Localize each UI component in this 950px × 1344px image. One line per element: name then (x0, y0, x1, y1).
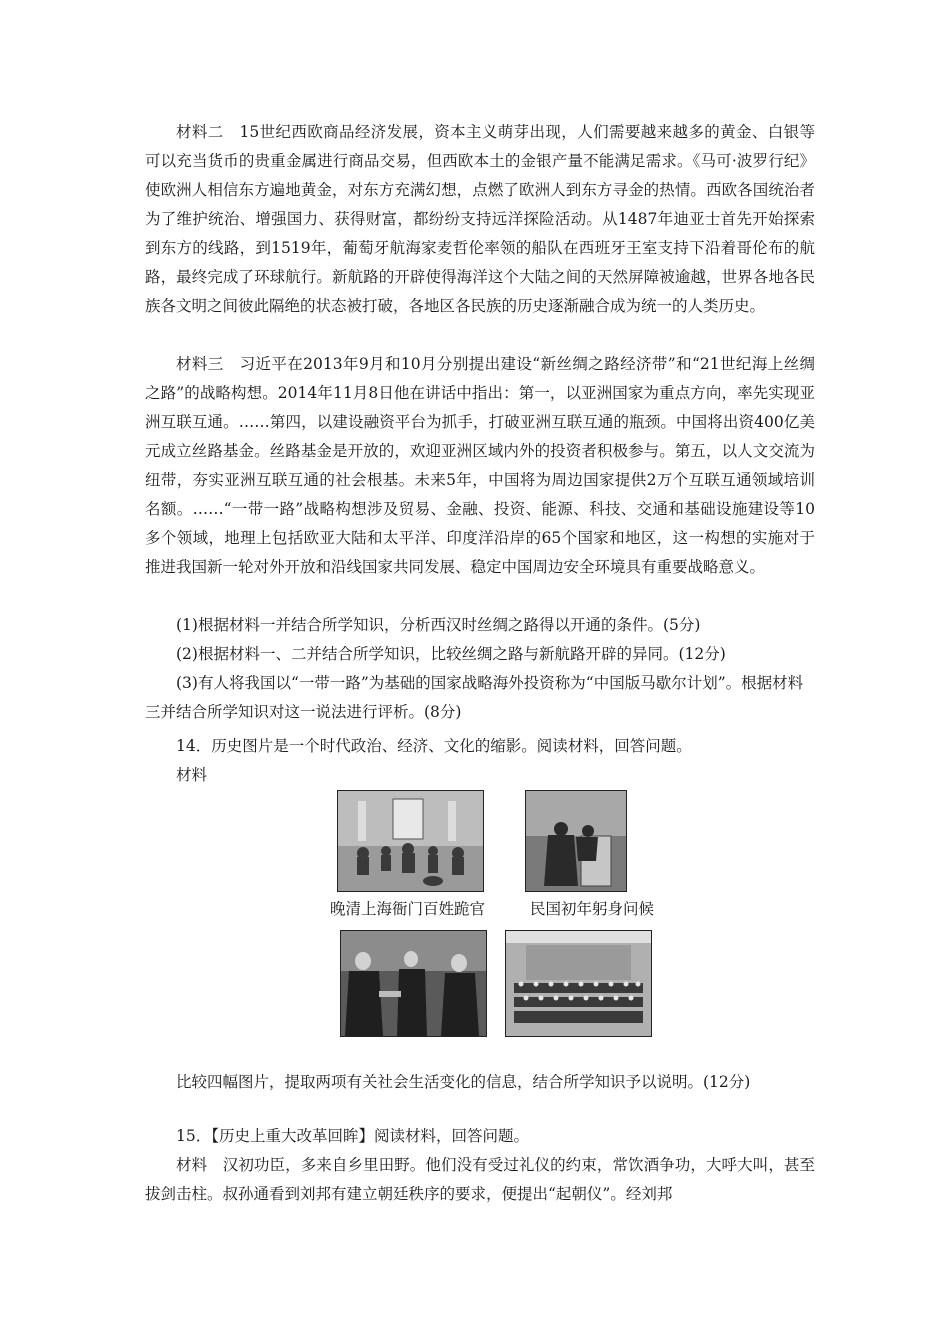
material-2-paragraph: 材料二 15世纪西欧商品经济发展，资本主义萌芽出现，人们需要越来越多的黄金、白银等可以充当货币的贵重金属进行商品交易，但西欧本土的金银产量不能满足需求。《马可·波罗行纪》使欧洲人相信东方遍地黄金，对东方充满幻想，点燃了欧洲人到东方寻金的热情。西欧各国统治者为了维护统治、增强国力、获得财富，都纷纷支持远洋探险活动。从1487年迪亚士首先开始探索到东方的线路，到1519年，葡萄牙航海家麦哲伦率领的船队在西班牙王室支持下沿着哥伦布的航路，最终完成了环球航行。新航路的开辟使得海洋这个大陆之间的天然屏障被逾越，世界各地各民族各文明之间彼此隔绝的状态被打破，各地区各民族的历史逐渐融合成为统一的人类历史。 (145, 123, 815, 315)
material-3-paragraph: 材料三 习近平在2013年9月和10月分别提出建设“新丝绸之路经济带”和“21世纪海上丝绸之路”的战略构想。2014年11月8日他在讲话中指出：第一，以亚洲国家为重点方向，率先实现亚洲互联互通。……第四，以建设融资平台为抓手，打破亚洲互联互通的瓶颈。中国将出资400亿美元成立丝路基金。丝路基金是开放的，欢迎亚洲区域内外的投资者积极参与。第五，以人文交流为纽带，夯实亚洲互联互通的社会根基。未来5年，中国将为周边国家提供2万个互联互通领域培训名额。……“一带一路”战略构想涉及贸易、金融、投资、能源、科技、交通和基础设施建设等10多个领域，地理上包括欧亚大陆和太平洋、印度洋沿岸的65个国家和地区，这一构想的实施对于推进我国新一轮对外开放和沿线国家共同发展、稳定中国周边安全环境具有重要战略意义。 (145, 355, 815, 576)
question-15-material: 材料 汉初功臣，多来自乡里田野。他们没有受过礼仪的约束，常饮酒争功，大呼大叫，甚至拔剑击柱。叔孙通看到刘邦有建立朝廷秩序的要求，便提出“起朝仪”。经刘邦 (145, 1156, 815, 1203)
question-14-title: 14．历史图片是一个时代政治、经济、文化的缩影。阅读材料，回答问题。 (176, 737, 692, 755)
photo-late-qing-yamen (337, 790, 484, 892)
photo-early-republic-bow (525, 790, 627, 892)
question-2: (2)根据材料一、二并结合所学知识，比较丝绸之路与新航路开辟的异同。(12分) (176, 645, 726, 663)
caption-late-qing: 晚清上海衙门百姓跪官 (330, 900, 486, 918)
question-3: (3)有人将我国以“一带一路”为基础的国家战略海外投资称为“中国版马歇尔计划”。根据材料三并结合所学知识对这一说法进行评析。(8分) (145, 674, 804, 721)
question-14-material-label: 材料 (176, 766, 208, 784)
caption-early-republic: 民国初年躬身问候 (530, 900, 655, 918)
question-15-title: 15．【历史上重大改革回眸】阅读材料，回答问题。 (176, 1127, 529, 1145)
question-14-prompt: 比较四幅图片，提取两项有关社会生活变化的信息，结合所学知识予以说明。(12分) (176, 1073, 751, 1091)
photo-group-portrait (505, 930, 652, 1037)
photo-outdoor-handshake (340, 930, 487, 1037)
question-1: (1)根据材料一并结合所学知识，分析西汉时丝绸之路得以开通的条件。(5分) (176, 616, 701, 634)
